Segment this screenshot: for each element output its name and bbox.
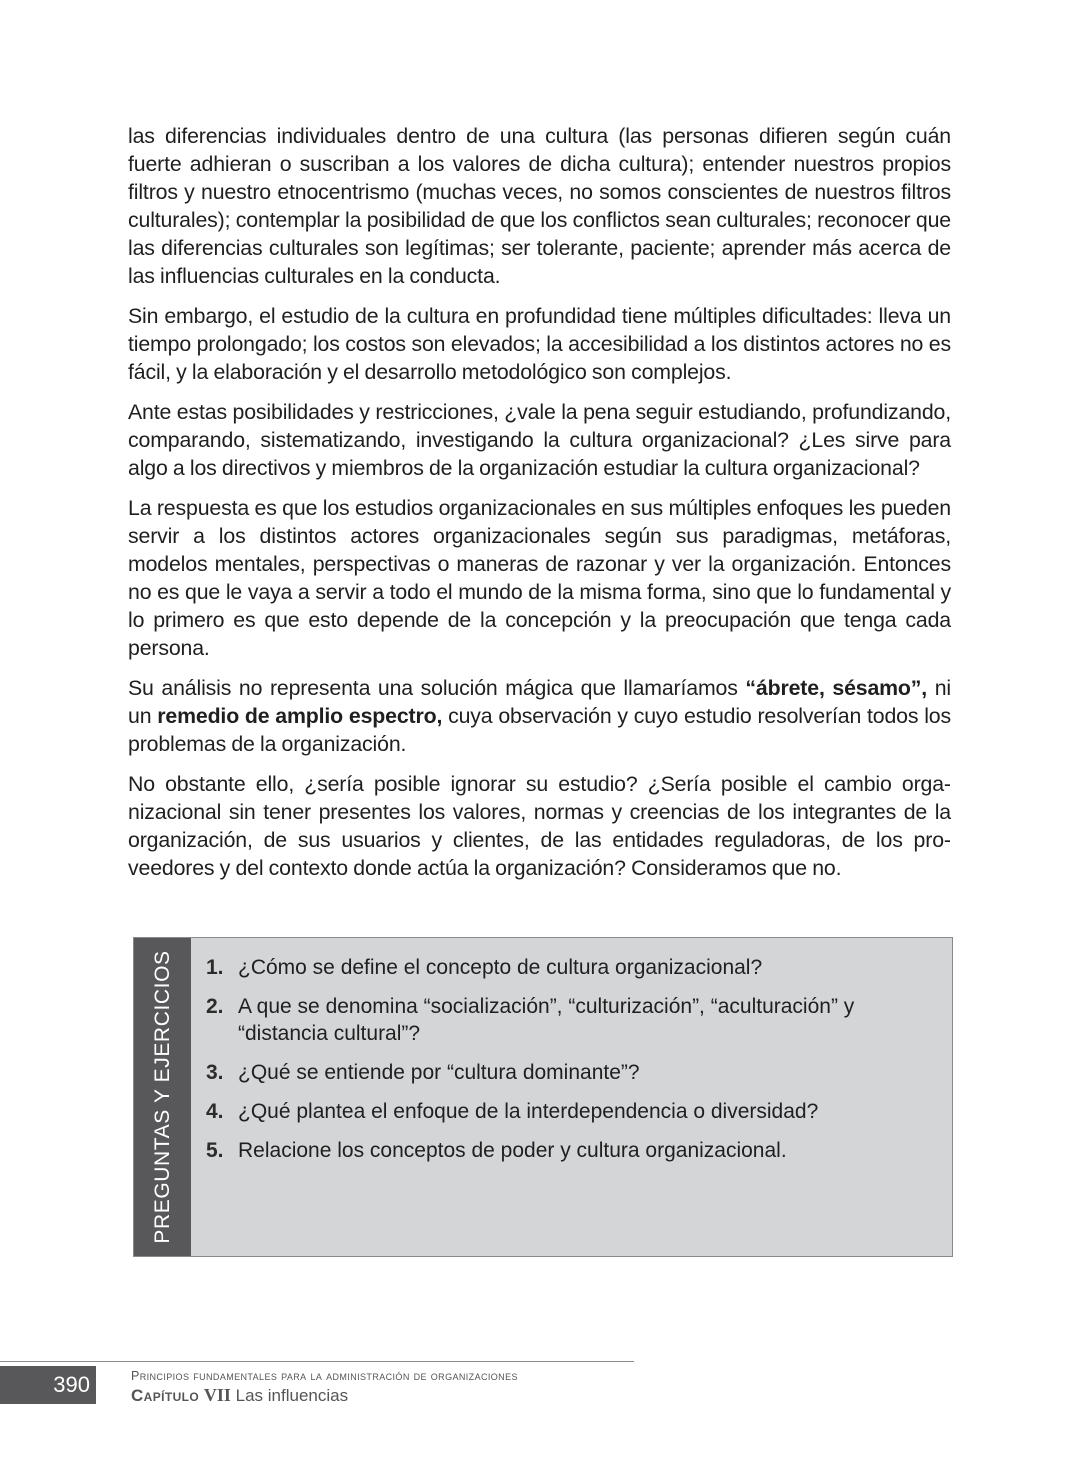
exercise-number: 5.	[206, 1139, 224, 1162]
exercise-number: 3.	[206, 1061, 224, 1084]
emphasis-remedio-amplio-espectro: remedio de amplio espectro,	[157, 704, 443, 728]
exercise-text: ¿Qué plantea el enfoque de la interdependencia o diversidad?	[238, 1100, 819, 1123]
exercise-item-3	[206, 1059, 936, 1086]
page-number: 390	[53, 1372, 90, 1397]
exercise-item-4	[206, 1098, 936, 1125]
paragraph-5-part-3: cuya observación y cuyo estudio resolverían todos los problemas de la organización.	[128, 704, 951, 756]
paragraph-4: La respuesta es que los estudios organizacionales en sus múltiples enfoques les pueden servir a los distintos actores organizacionales según sus paradigmas, metáforas, modelos mentales, perspectivas o maneras de razonar y ver la organización. Entonces no es que le vaya a servir a todo el mundo de la misma forma, sino que lo fundamental y lo primero es que esto depende de la concepción y la preocupación que tenga cada persona.	[128, 496, 951, 660]
chapter-line	[131, 1385, 518, 1406]
page-body	[128, 122, 951, 894]
exercise-number: 4.	[206, 1100, 224, 1123]
paragraph-3: Ante estas posibilidades y restricciones, ¿vale la pena seguir estudiando, profundizando, comparando, sistematizando, investigando la cultura organizacional? ¿Les sirve para algo a los directivos y miembros de la organización estudiar la cultura organizacional?	[128, 400, 951, 480]
exercises-sidebar-label: PREGUNTAS Y EJERCICIOS	[150, 950, 174, 1244]
exercise-number: 2.	[206, 995, 224, 1018]
footer-divider	[0, 1361, 634, 1362]
paragraph-5	[128, 674, 951, 758]
chapter-label: Capítulo	[131, 1386, 200, 1405]
page-number-block	[0, 1366, 96, 1404]
exercises-sidebar	[134, 938, 191, 1256]
exercise-item-2	[206, 993, 936, 1047]
exercise-number: 1.	[206, 956, 224, 979]
book-title: Principios fundamentales para la administración de organizaciones	[131, 1369, 518, 1383]
running-footer	[131, 1367, 518, 1406]
paragraph-5-part-2: ni un	[128, 676, 951, 728]
exercises-box	[133, 937, 953, 1257]
exercise-text: ¿Qué se entiende por “cultura dominante”?	[238, 1061, 640, 1084]
paragraph-2: Sin embargo, el estudio de la cultura en profundidad tiene múltiples dificultades: lleva un tiempo prolongado; los costos son elevados; la accesibilidad a los distintos actores no es fácil, y la elaboración y el desarrollo metodológico son complejos.	[128, 304, 951, 384]
exercise-text: ¿Cómo se define el concepto de cultura organizacional?	[238, 956, 763, 979]
exercises-list	[206, 954, 936, 1176]
exercise-text: A que se denomina “socialización”, “culturización”, “aculturación” y “distancia cultural”?	[238, 995, 855, 1045]
paragraph-5-part-1: Su análisis no representa una solución mágica que llamaríamos	[128, 676, 746, 700]
chapter-title: Las influencias	[235, 1386, 349, 1405]
paragraph-1: las diferencias individuales dentro de una cultura (las personas difieren según cuán fuerte adhieran o suscriban a los valores de dicha cultura); entender nuestros propios filtros y nuestro etnocentrismo (muchas veces, no somos conscientes de nuestros filtros culturales); contemplar la posibilidad de que los conflictos sean culturales; reconocer que las diferencias culturales son legítimas; ser tolerante, paciente; aprender más acerca de las influencias culturales en la conducta.	[128, 124, 951, 288]
chapter-number: VII	[203, 1385, 231, 1405]
paragraph-6: No obstante ello, ¿sería posible ignorar su estudio? ¿Sería posible el cambio organizacional sin tener presentes los valores, normas y creencias de los integrantes de la organización, de sus usuarios y clientes, de las entidades reguladoras, de los proveedores y del contexto donde actúa la organización? Consideramos que no.	[128, 772, 951, 880]
exercise-text: Relacione los conceptos de poder y cultura organizacional.	[238, 1139, 787, 1162]
exercise-item-5	[206, 1137, 936, 1164]
exercise-item-1	[206, 954, 936, 981]
emphasis-abrete-sesamo: “ábrete, sésamo”,	[745, 676, 928, 700]
